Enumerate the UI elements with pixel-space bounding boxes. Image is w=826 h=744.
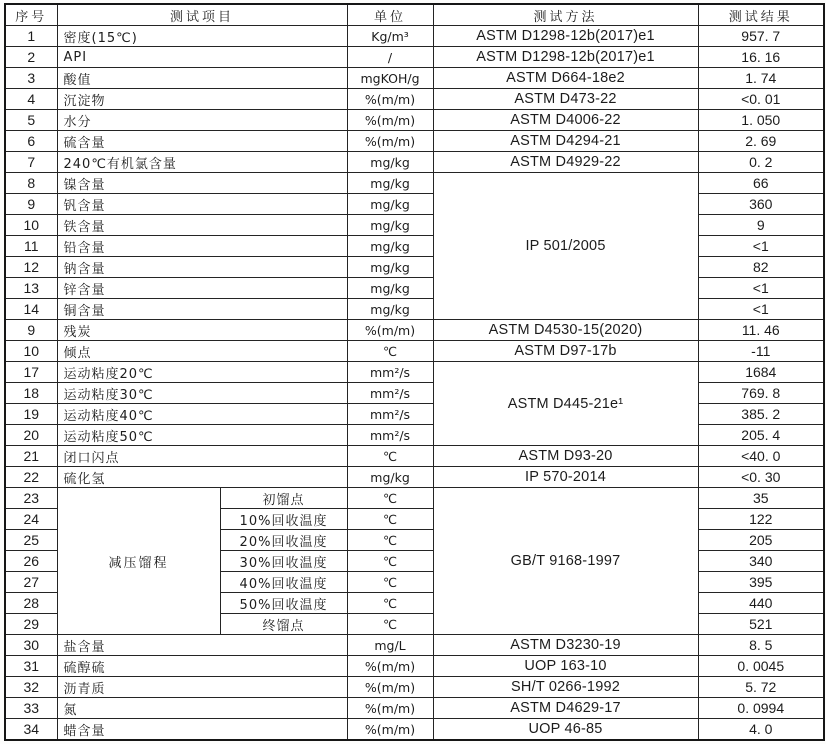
table-row [5, 719, 824, 741]
cell-unit: mm²/s [347, 425, 433, 446]
table-row [5, 404, 824, 425]
table-row [5, 698, 824, 719]
cell-result: <1 [698, 236, 824, 257]
cell-item: 铜含量 [57, 299, 347, 320]
table-row [5, 215, 824, 236]
cell-item-sub: 20%回收温度 [220, 530, 347, 551]
cell-item: 硫化氢 [57, 467, 347, 488]
cell-method: IP 501/2005 [433, 173, 698, 320]
cell-item: 闭口闪点 [57, 446, 347, 467]
cell-method: ASTM D1298-12b(2017)e1 [433, 47, 698, 68]
cell-row-number: 18 [5, 383, 57, 404]
cell-result: 957. 7 [698, 26, 824, 47]
cell-result: 4. 0 [698, 719, 824, 741]
cell-row-number: 9 [5, 320, 57, 341]
cell-unit: %(m/m) [347, 719, 433, 741]
cell-unit: mg/kg [347, 236, 433, 257]
cell-row-number: 31 [5, 656, 57, 677]
cell-row-number: 27 [5, 572, 57, 593]
cell-unit: mg/kg [347, 257, 433, 278]
table-row [5, 677, 824, 698]
cell-result: 385. 2 [698, 404, 824, 425]
cell-result: 11. 46 [698, 320, 824, 341]
cell-unit: ℃ [347, 446, 433, 467]
header-row [5, 4, 824, 26]
cell-unit: %(m/m) [347, 656, 433, 677]
cell-item: 蜡含量 [57, 719, 347, 741]
cell-item: 残炭 [57, 320, 347, 341]
cell-result: <0. 01 [698, 89, 824, 110]
cell-row-number: 2 [5, 47, 57, 68]
cell-row-number: 5 [5, 110, 57, 131]
cell-row-number: 22 [5, 467, 57, 488]
table-row [5, 362, 824, 383]
cell-result: 2. 69 [698, 131, 824, 152]
cell-item: 倾点 [57, 341, 347, 362]
cell-item: 运动粘度30℃ [57, 383, 347, 404]
table-row [5, 257, 824, 278]
cell-item: 氮 [57, 698, 347, 719]
cell-row-number: 20 [5, 425, 57, 446]
cell-row-number: 10 [5, 215, 57, 236]
table-row [5, 236, 824, 257]
header-method: 测试方法 [433, 4, 698, 26]
cell-result: 66 [698, 173, 824, 194]
cell-item-group: 减压馏程 [57, 488, 220, 635]
cell-result: 360 [698, 194, 824, 215]
cell-result: 8. 5 [698, 635, 824, 656]
cell-result: <40. 0 [698, 446, 824, 467]
table-row [5, 68, 824, 89]
cell-row-number: 28 [5, 593, 57, 614]
cell-unit: ℃ [347, 551, 433, 572]
cell-result: 9 [698, 215, 824, 236]
cell-item-sub: 10%回收温度 [220, 509, 347, 530]
cell-result: 205. 4 [698, 425, 824, 446]
cell-result: 1. 74 [698, 68, 824, 89]
cell-result: 35 [698, 488, 824, 509]
cell-row-number: 4 [5, 89, 57, 110]
table-row [5, 299, 824, 320]
cell-method: ASTM D4530-15(2020) [433, 320, 698, 341]
cell-unit: %(m/m) [347, 320, 433, 341]
cell-unit: %(m/m) [347, 698, 433, 719]
header-result: 测试结果 [698, 4, 824, 26]
table-row [5, 383, 824, 404]
table-row [5, 635, 824, 656]
cell-unit: mg/kg [347, 299, 433, 320]
cell-row-number: 14 [5, 299, 57, 320]
cell-unit: mg/kg [347, 194, 433, 215]
table-row [5, 488, 824, 509]
cell-method: ASTM D445-21e¹ [433, 362, 698, 446]
cell-item: 密度(15℃) [57, 26, 347, 47]
cell-unit: mgKOH/g [347, 68, 433, 89]
cell-row-number: 21 [5, 446, 57, 467]
cell-result: 1. 050 [698, 110, 824, 131]
table-row [5, 278, 824, 299]
cell-unit: %(m/m) [347, 89, 433, 110]
cell-item: 硫醇硫 [57, 656, 347, 677]
cell-unit: mg/kg [347, 278, 433, 299]
cell-unit: %(m/m) [347, 677, 433, 698]
table-body [5, 26, 824, 741]
cell-item-sub: 初馏点 [220, 488, 347, 509]
cell-result: 0. 0994 [698, 698, 824, 719]
cell-row-number: 24 [5, 509, 57, 530]
cell-row-number: 29 [5, 614, 57, 635]
header-item: 测试项目 [57, 4, 347, 26]
cell-row-number: 19 [5, 404, 57, 425]
cell-result: 1684 [698, 362, 824, 383]
cell-item-sub: 40%回收温度 [220, 572, 347, 593]
cell-method: ASTM D4629-17 [433, 698, 698, 719]
cell-result: 340 [698, 551, 824, 572]
cell-row-number: 11 [5, 236, 57, 257]
cell-item-sub: 30%回收温度 [220, 551, 347, 572]
cell-result: 769. 8 [698, 383, 824, 404]
table-row [5, 26, 824, 47]
cell-row-number: 23 [5, 488, 57, 509]
cell-method: ASTM D4294-21 [433, 131, 698, 152]
cell-unit: %(m/m) [347, 110, 433, 131]
cell-row-number: 10 [5, 341, 57, 362]
cell-item-sub: 终馏点 [220, 614, 347, 635]
cell-method: ASTM D97-17b [433, 341, 698, 362]
cell-item: 镍含量 [57, 173, 347, 194]
cell-unit: / [347, 47, 433, 68]
cell-result: 122 [698, 509, 824, 530]
cell-unit: mm²/s [347, 404, 433, 425]
cell-row-number: 25 [5, 530, 57, 551]
cell-row-number: 9 [5, 194, 57, 215]
cell-item: 酸值 [57, 68, 347, 89]
cell-result: 440 [698, 593, 824, 614]
header-unit: 单位 [347, 4, 433, 26]
cell-item: 沥青质 [57, 677, 347, 698]
cell-method: ASTM D664-18e2 [433, 68, 698, 89]
cell-method: IP 570-2014 [433, 467, 698, 488]
cell-row-number: 33 [5, 698, 57, 719]
table-row [5, 131, 824, 152]
cell-row-number: 7 [5, 152, 57, 173]
cell-method: ASTM D4006-22 [433, 110, 698, 131]
cell-unit: Kg/m³ [347, 26, 433, 47]
cell-row-number: 13 [5, 278, 57, 299]
table-row [5, 320, 824, 341]
cell-result: -11 [698, 341, 824, 362]
cell-result: 395 [698, 572, 824, 593]
cell-unit: %(m/m) [347, 131, 433, 152]
cell-result: 5. 72 [698, 677, 824, 698]
cell-item: 运动粘度40℃ [57, 404, 347, 425]
cell-item: 铅含量 [57, 236, 347, 257]
cell-row-number: 26 [5, 551, 57, 572]
cell-result: 521 [698, 614, 824, 635]
cell-method: ASTM D473-22 [433, 89, 698, 110]
table-row [5, 152, 824, 173]
cell-method: ASTM D3230-19 [433, 635, 698, 656]
table-row [5, 656, 824, 677]
cell-unit: mm²/s [347, 362, 433, 383]
test-report-table [4, 3, 825, 741]
table-row [5, 425, 824, 446]
cell-result: 16. 16 [698, 47, 824, 68]
cell-item: API [57, 47, 347, 68]
table-row [5, 446, 824, 467]
cell-row-number: 8 [5, 173, 57, 194]
cell-row-number: 17 [5, 362, 57, 383]
cell-item: 水分 [57, 110, 347, 131]
cell-method: ASTM D1298-12b(2017)e1 [433, 26, 698, 47]
cell-result: 0. 0045 [698, 656, 824, 677]
table-row [5, 467, 824, 488]
cell-item: 硫含量 [57, 131, 347, 152]
cell-result: <0. 30 [698, 467, 824, 488]
cell-result: <1 [698, 299, 824, 320]
cell-unit: ℃ [347, 509, 433, 530]
cell-unit: ℃ [347, 341, 433, 362]
cell-unit: mg/L [347, 635, 433, 656]
cell-unit: ℃ [347, 572, 433, 593]
cell-item-sub: 50%回收温度 [220, 593, 347, 614]
header-no: 序号 [5, 4, 57, 26]
cell-unit: ℃ [347, 530, 433, 551]
table-row [5, 47, 824, 68]
table-row [5, 341, 824, 362]
cell-row-number: 6 [5, 131, 57, 152]
cell-row-number: 1 [5, 26, 57, 47]
cell-row-number: 3 [5, 68, 57, 89]
cell-unit: mg/kg [347, 152, 433, 173]
cell-item: 铁含量 [57, 215, 347, 236]
cell-item: 运动粘度50℃ [57, 425, 347, 446]
table-row [5, 194, 824, 215]
cell-result: 82 [698, 257, 824, 278]
cell-item: 240℃有机氯含量 [57, 152, 347, 173]
cell-unit: ℃ [347, 614, 433, 635]
cell-item: 沉淀物 [57, 89, 347, 110]
cell-row-number: 30 [5, 635, 57, 656]
cell-method: UOP 46-85 [433, 719, 698, 741]
cell-method: GB/T 9168-1997 [433, 488, 698, 635]
cell-unit: ℃ [347, 593, 433, 614]
cell-result: 0. 2 [698, 152, 824, 173]
cell-result: 205 [698, 530, 824, 551]
cell-method: ASTM D4929-22 [433, 152, 698, 173]
cell-method: SH/T 0266-1992 [433, 677, 698, 698]
table-row [5, 173, 824, 194]
cell-unit: mg/kg [347, 467, 433, 488]
cell-row-number: 12 [5, 257, 57, 278]
cell-item: 运动粘度20℃ [57, 362, 347, 383]
cell-row-number: 34 [5, 719, 57, 741]
cell-item: 钠含量 [57, 257, 347, 278]
cell-result: <1 [698, 278, 824, 299]
cell-unit: mg/kg [347, 173, 433, 194]
cell-unit: ℃ [347, 488, 433, 509]
cell-unit: mg/kg [347, 215, 433, 236]
table-row [5, 110, 824, 131]
cell-item: 钒含量 [57, 194, 347, 215]
cell-item: 锌含量 [57, 278, 347, 299]
cell-item: 盐含量 [57, 635, 347, 656]
cell-method: UOP 163-10 [433, 656, 698, 677]
cell-method: ASTM D93-20 [433, 446, 698, 467]
table-row [5, 89, 824, 110]
cell-unit: mm²/s [347, 383, 433, 404]
cell-row-number: 32 [5, 677, 57, 698]
